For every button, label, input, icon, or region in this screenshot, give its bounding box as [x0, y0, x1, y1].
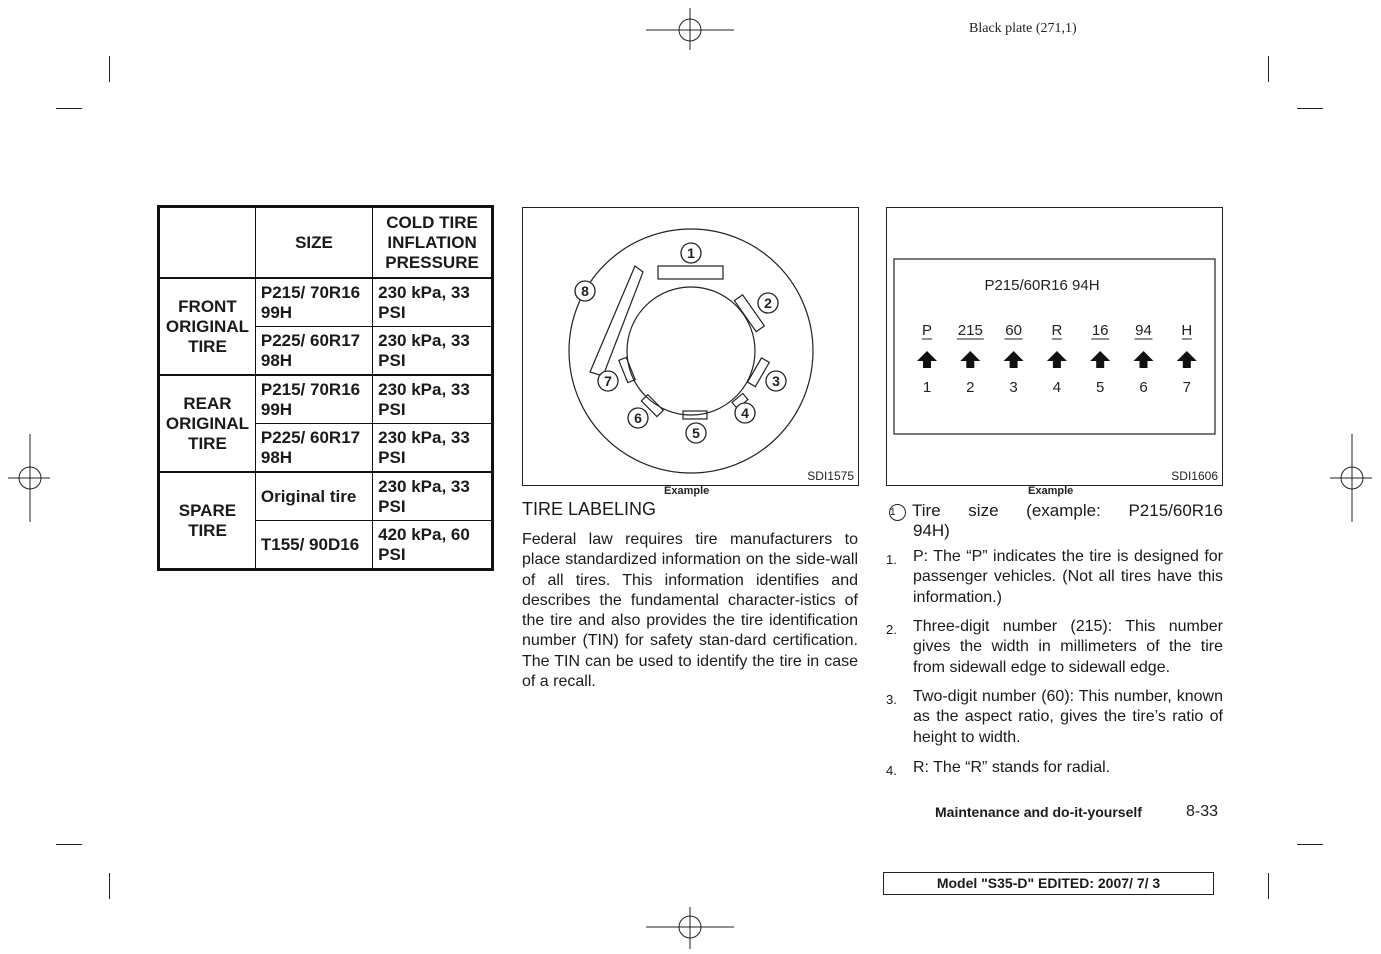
list-item [886, 687, 1223, 748]
list-number: 1. [886, 552, 897, 567]
tire-size-item [889, 501, 1223, 541]
pressure-cell: 230 kPa, 33 PSI [373, 472, 493, 521]
arrow-up-icon [1177, 351, 1197, 368]
page-number: 8-33 [1186, 803, 1219, 820]
size-cell: T155/ 90D16 [255, 521, 372, 570]
list-text: R: The “R” stands for radial. [913, 759, 1111, 776]
item-text-line1: Tire size (example: P215/60R16 [912, 501, 1223, 520]
size-cell: P215/ 70R16 99H [255, 278, 372, 327]
pressure-cell: 230 kPa, 33 PSI [373, 375, 493, 424]
tire-size-number-5: 5 [1096, 379, 1105, 396]
tire-pressure-table [157, 205, 494, 571]
arrow-up-icon [1090, 351, 1110, 368]
callout-2: 2 [764, 295, 772, 311]
list-number: 3. [886, 692, 897, 707]
plate-label: Black plate (271,1) [969, 21, 1077, 36]
table-header-pressure: COLD TIRE INFLATION PRESSURE [373, 207, 493, 279]
table-row [159, 375, 493, 424]
list-item [886, 758, 1223, 778]
group-label-front: FRONT ORIGINAL TIRE [159, 278, 256, 375]
list-text: P: The “P” indicates the tire is designed for passenger vehicles. (Not all tires have this information.) [913, 548, 1223, 606]
registration-mark-bottom [644, 905, 736, 951]
registration-mark-top [644, 6, 736, 52]
callout-8: 8 [581, 283, 589, 299]
tire-size-number-7: 7 [1182, 379, 1191, 396]
list-item [886, 547, 1223, 608]
tire-size-part-7: H [1181, 322, 1193, 339]
tire-size-part-5: 16 [1091, 322, 1109, 339]
figure-code: SDI1606 [1171, 469, 1218, 483]
callout-1: 1 [687, 245, 695, 261]
tire-size-label: P215/60R16 94H [984, 277, 1100, 294]
footer-section-title: Maintenance and do-it-yourself [935, 804, 1142, 820]
figure-caption: Example [1028, 485, 1074, 497]
tire-size-part-3: 60 [1005, 322, 1022, 339]
list-number: 4. [886, 763, 897, 778]
table-header-size: SIZE [255, 207, 372, 279]
size-cell: P225/ 60R17 98H [255, 327, 372, 376]
tire-size-figure [886, 207, 1223, 486]
tire-size-part-2: 215 [957, 322, 983, 339]
group-label-spare: SPARE TIRE [159, 472, 256, 570]
size-cell: Original tire [255, 472, 372, 521]
tire-size-number-1: 1 [922, 379, 932, 396]
arrow-up-icon [960, 351, 980, 368]
section-paragraph: Federal law requires tire manufacturers to place standardized information on the side-wall of all tires. This information identifies and describes the fundamental character-istics of the tire and also provides the tire identification number (TIN) for safety stan-dard certification. The TIN can be used to identify the tire in case of a recall. [522, 531, 858, 691]
tire-size-diagram [887, 208, 1222, 485]
tire-sidewall-diagram [523, 208, 858, 485]
callout-4: 4 [741, 405, 749, 421]
section-heading: TIRE LABELING [522, 499, 657, 519]
arrow-up-icon [1004, 351, 1024, 368]
pressure-cell: 230 kPa, 33 PSI [373, 424, 493, 473]
tire-size-number-3: 3 [1009, 379, 1018, 396]
tire-size-part-4: R [1051, 322, 1063, 339]
list-number: 2. [886, 622, 897, 637]
table-row [159, 472, 493, 521]
callout-6: 6 [634, 410, 642, 426]
pressure-cell: 420 kPa, 60 PSI [373, 521, 493, 570]
arrow-up-icon [1047, 351, 1067, 368]
callout-7: 7 [604, 373, 612, 389]
pressure-cell: 230 kPa, 33 PSI [373, 278, 493, 327]
tire-size-part-6: 94 [1135, 322, 1152, 339]
item-marker-icon: 1 [889, 504, 906, 521]
model-edited-box: Model "S35-D" EDITED: 2007/ 7/ 3 [883, 872, 1214, 895]
table-header-empty [159, 207, 256, 279]
table-header-row [159, 207, 493, 279]
tire-size-parts [917, 322, 1197, 396]
tire-size-part-1: P [921, 322, 933, 339]
registration-mark-left [6, 432, 52, 524]
figure-code: SDI1575 [807, 469, 854, 483]
table-row [159, 278, 493, 327]
registration-mark-right [1328, 432, 1374, 524]
pressure-cell: 230 kPa, 33 PSI [373, 327, 493, 376]
figure-caption: Example [664, 485, 710, 497]
group-label-rear: REAR ORIGINAL TIRE [159, 375, 256, 472]
tire-size-number-4: 4 [1052, 379, 1062, 396]
tire-sidewall-figure [522, 207, 859, 486]
list-text: Three-digit number (215): This number gives the width in millimeters of the tire from sidewall edge to sidewall edge. [913, 618, 1223, 676]
list-item [886, 617, 1223, 678]
arrow-up-icon [1134, 351, 1154, 368]
callout-5: 5 [692, 425, 700, 441]
arrow-up-icon [917, 351, 937, 368]
tire-size-number-6: 6 [1139, 379, 1148, 396]
size-cell: P225/ 60R17 98H [255, 424, 372, 473]
item-text-line2: 94H) [913, 521, 950, 540]
callout-3: 3 [772, 373, 780, 389]
size-cell: P215/ 70R16 99H [255, 375, 372, 424]
list-text: Two-digit number (60): This number, known as the aspect ratio, gives the tire’s ratio of height to width. [913, 688, 1223, 746]
tire-size-number-2: 2 [966, 379, 975, 396]
